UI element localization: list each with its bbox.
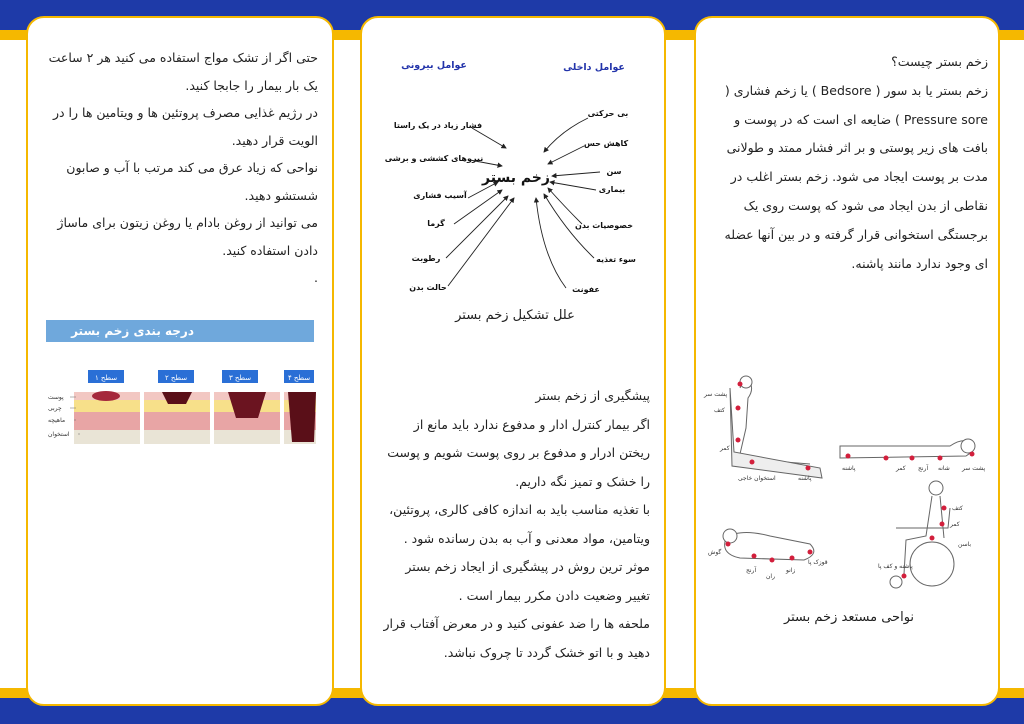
prevention-repositioning: موثر ترین روش در پیشگیری از ایجاد زخم بستر تغییر وضعیت دادن مکرر بیمار است . [405,559,650,603]
layer-skin-label: پوست [48,394,64,401]
diagram-center-label: زخم بستر [482,170,550,186]
causes-diagram [376,46,656,304]
prevention-incontinence: اگر بیمار کنترل ادار و مدفوع ندارد باید مانع از ریختن ادرار و مدفوع بر روی پوست شویم و پوست را خشک و تمیز نگه داریم. [387,416,650,489]
side-label-2: آرنج [746,567,757,574]
layer-bone-label: استخوان [48,431,70,438]
left-panel-text [46,44,318,292]
layer-fat-label: چربی [48,405,62,412]
stage-4-label: سطح ۴ [287,374,311,382]
right-panel [694,16,1000,706]
definition-paragraph: زخم بستر یا بد سور ( Bedsore ) یا زخم فشاری ( Pressure sore ) ضایعه ای است که در پوست و بافت های زیر پوستی و بر اثر فشار ممتد و طولانی مدت بر پوست ایجاد می شود. زخم بستر اغلب در نقاطی از بدن ایجاد می شود که پوست روی یک برجستگی استخوانی قرار گرفته و در بین آنها عضله ای وجود ندارد مانند پاشنه. [724,82,988,271]
middle-panel [360,16,666,706]
internal-factor-3: سن [606,167,622,176]
external-factor-6: حالت بدن [409,283,447,292]
side-label-5: قوزک پا [808,559,828,566]
diagram-caption: علل تشکیل زخم بستر [455,308,575,323]
stage-2-label: سطح ۲ [164,374,188,382]
left-panel [26,16,334,706]
ulcer-stages-illustration [46,370,316,480]
wheelchair-label-2: کمر [950,521,960,528]
internal-factor-6: سوء تغذیه [596,255,636,264]
sitting-label-1: پشت سر [704,391,728,398]
internal-factor-2: کاهش حس [583,139,629,148]
stage-1-label: سطح ۱ [94,374,118,382]
tip-reposition: حتی اگر از تشک مواج استفاده می کنید هر ۲ ساعت یک بار بیمار را جابجا کنید. [48,50,318,93]
side-label-1: گوش [708,549,722,556]
prevention-sheets: ملحفه ها را ضد عفونی کنید و در معرض آفتاب قرار دهید و با اتو خشک گردد تا چروک نباشد. [383,616,650,660]
definition-text [710,48,988,278]
sitting-label-2: کتف [714,407,725,414]
sitting-label-4: استخوان خاجی [738,475,776,482]
figure-caption: نواحی مستعد زخم بستر [783,610,915,625]
grading-title-bar: درجه بندی زخم بستر [46,320,314,342]
external-factor-4: گرما [427,219,445,228]
internal-factor-1: بی حرکتی [587,109,629,118]
sitting-label-5: پاشنه [798,475,812,482]
external-factor-2: نیروهای کششی و برشی [384,154,484,163]
layer-muscle-label: ماهیچه [48,417,66,424]
prevention-text [382,382,650,667]
external-arrows [446,128,514,286]
tip-washing: نواحی که زیاد عرق می کند مرتب با آب و صابون شستشو دهید. [66,160,318,203]
external-factor-1: فشار زیاد در یک راستا [393,121,483,130]
sitting-label-3: کمر [720,445,730,452]
stage-3-tissue [214,392,280,444]
lying-figure [840,439,975,458]
lying-label-1: پشت سر [962,465,986,472]
internal-factor-4: بیماری [598,185,626,194]
side-lying-figure [723,529,814,560]
wheelchair-figure [890,481,954,588]
lying-label-5: پاشنه [842,465,856,472]
stage-1-tissue [74,391,140,444]
external-factors-title: عوامل بیرونی [401,60,467,71]
lying-label-4: کمر [896,465,906,472]
internal-factor-5: خصوصیات بدن [575,221,633,230]
internal-factor-7: عفونت [572,285,600,294]
side-label-3: ران [766,573,775,580]
stage-4-tissue [284,392,316,444]
tip-end-mark: . [314,270,318,285]
side-label-4: زانو [786,567,796,574]
prevention-heading: پیشگیری از زخم بستر [535,388,650,403]
lying-label-3: آرنج [918,465,929,472]
wheelchair-label-4: پاشنه و کف پا [878,563,913,570]
external-factor-3: آسیب فشاری [413,191,467,200]
external-factor-5: رطوبت [411,254,441,263]
internal-factors-title: عوامل داخلی [563,62,625,73]
wheelchair-label-3: باسن [958,541,972,548]
tip-diet: در رژیم غذایی مصرف پروتئین ها و ویتامین ها را در الویت قرار دهید. [52,105,318,148]
definition-heading: زخم بستر چیست؟ [891,54,988,69]
sitting-figure [730,376,822,478]
tip-massage: می توانید از روغن بادام یا روغن زیتون برای ماساژ دادن استفاده کنید. [57,215,318,258]
lying-label-2: شانه [938,465,950,472]
stage-3-label: سطح ۳ [228,374,252,382]
pressure-points-figure [700,368,996,600]
prevention-nutrition: با تغذیه مناسب باید به اندازه کافی کالری، پروتئین، ویتامین، مواد معدنی و آب به بدن رسانده شود . [389,502,650,546]
wheelchair-label-1: کتف [952,505,963,512]
stage-2-tissue [144,392,210,444]
